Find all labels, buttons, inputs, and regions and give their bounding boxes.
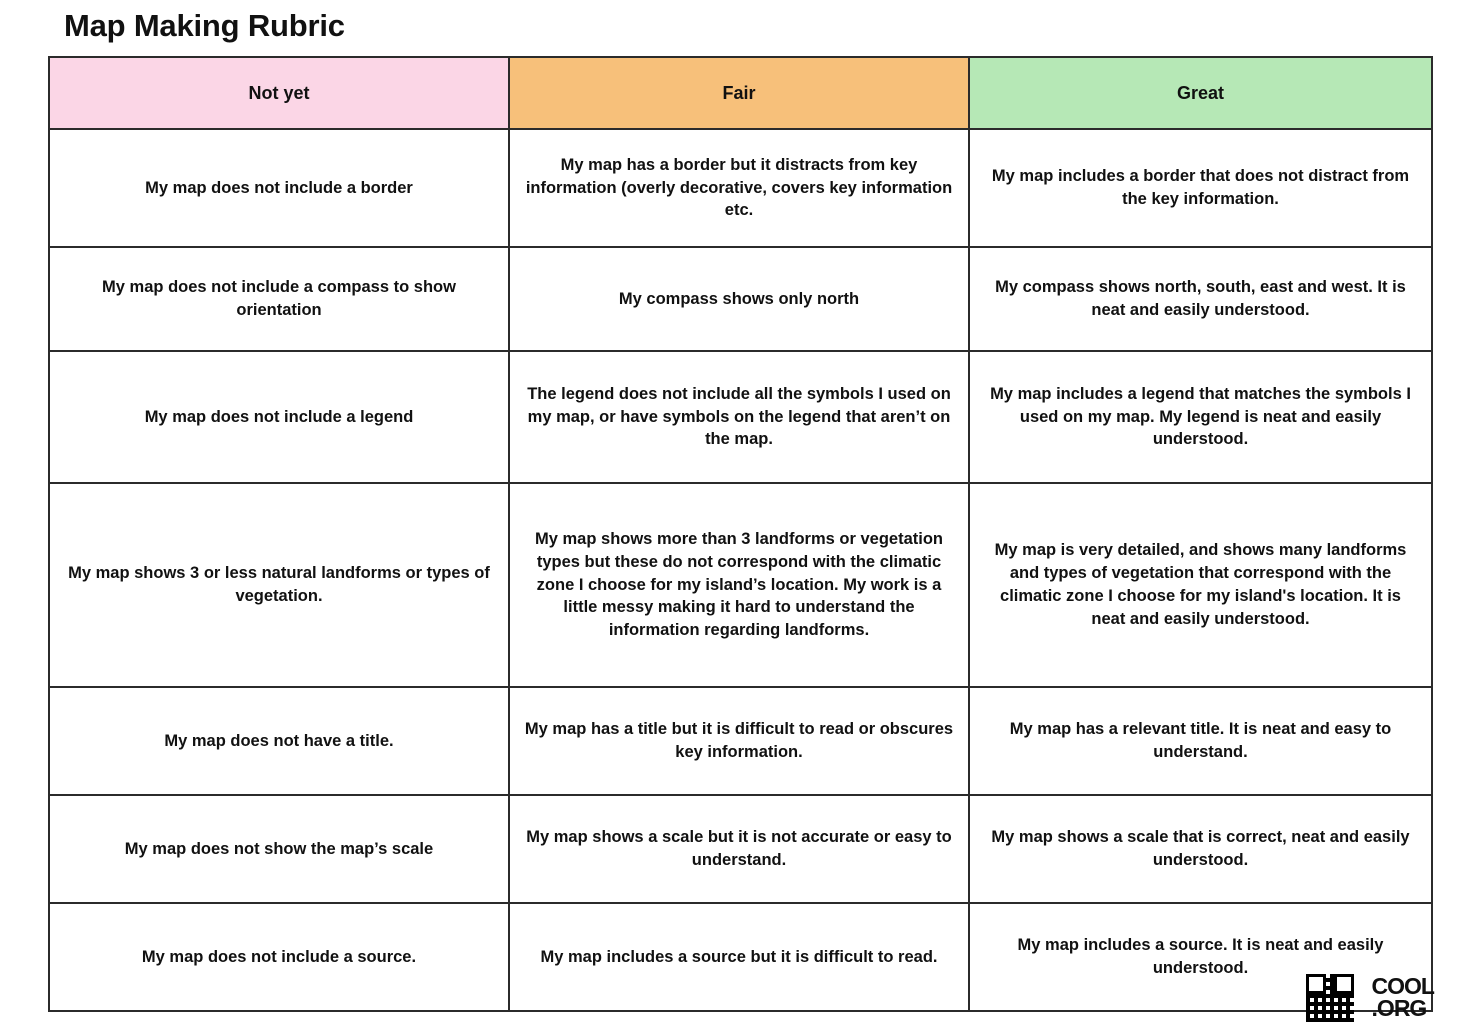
cell-great: My map has a relevant title. It is neat and easy to understand.: [969, 687, 1432, 795]
cell-not-yet: My map does not include a compass to show orientation: [49, 247, 509, 351]
table-row: [49, 795, 1432, 903]
table-row: [49, 129, 1432, 247]
cell-not-yet: My map does not show the map’s scale: [49, 795, 509, 903]
cool-org-logo: [1371, 973, 1434, 1021]
qr-code-icon: [1306, 974, 1354, 1022]
cell-great: My compass shows north, south, east and west. It is neat and easily understood.: [969, 247, 1432, 351]
rubric-table: [48, 56, 1433, 1012]
cell-great: My map includes a legend that matches the symbols I used on my map. My legend is neat and easily understood.: [969, 351, 1432, 483]
page-title: Map Making Rubric: [64, 8, 345, 43]
table-row: [49, 247, 1432, 351]
table-header-row: [49, 57, 1432, 129]
cell-great: My map shows a scale that is correct, neat and easily understood.: [969, 795, 1432, 903]
footer: [1306, 974, 1434, 1022]
cell-great: My map includes a border that does not distract from the key information.: [969, 129, 1432, 247]
cell-not-yet: My map does not include a border: [49, 129, 509, 247]
table-row: [49, 903, 1432, 1011]
table-row: [49, 483, 1432, 687]
column-header-fair: Fair: [509, 57, 969, 129]
cell-fair: My map has a border but it distracts from key information (overly decorative, covers key information etc.: [509, 129, 969, 247]
cell-not-yet: My map shows 3 or less natural landforms or types of vegetation.: [49, 483, 509, 687]
logo-line-2: .ORG: [1371, 995, 1427, 1021]
cell-fair: My map shows a scale but it is not accurate or easy to understand.: [509, 795, 969, 903]
table-row: [49, 351, 1432, 483]
cell-fair: My map has a title but it is difficult to read or obscures key information.: [509, 687, 969, 795]
column-header-not-yet: Not yet: [49, 57, 509, 129]
column-header-great: Great: [969, 57, 1432, 129]
cell-not-yet: My map does not include a legend: [49, 351, 509, 483]
cell-great: My map includes a source. It is neat and easily understood.: [969, 903, 1432, 1011]
cell-fair: My map shows more than 3 landforms or vegetation types but these do not correspond with the climatic zone I choose for my island’s location. My work is a little messy making it hard to understand the information regarding landforms.: [509, 483, 969, 687]
cell-fair: The legend does not include all the symbols I used on my map, or have symbols on the legend that aren’t on the map.: [509, 351, 969, 483]
cell-fair: My map includes a source but it is difficult to read.: [509, 903, 969, 1011]
cell-not-yet: My map does not include a source.: [49, 903, 509, 1011]
cell-fair: My compass shows only north: [509, 247, 969, 351]
cell-great: My map is very detailed, and shows many landforms and types of vegetation that correspond with the climatic zone I choose for my island's location. It is neat and easily understood.: [969, 483, 1432, 687]
cell-not-yet: My map does not have a title.: [49, 687, 509, 795]
table-row: [49, 687, 1432, 795]
logo-line-1: COOL: [1371, 973, 1434, 1000]
